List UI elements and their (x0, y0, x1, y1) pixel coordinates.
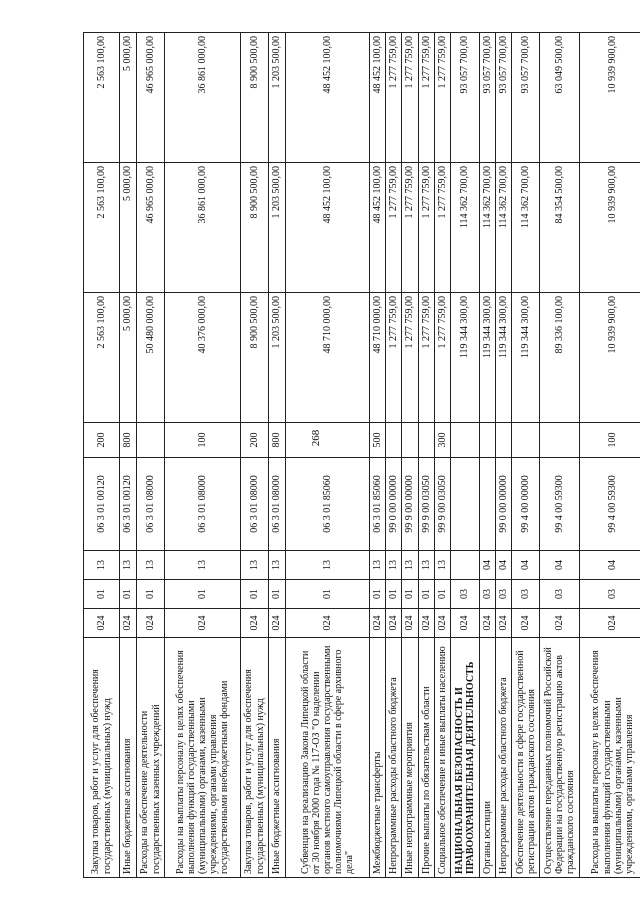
expense-type: 200 (241, 423, 269, 458)
table-row (512, 33, 540, 878)
target-article: 99 9 00 03050 (418, 458, 434, 551)
table-row (370, 33, 386, 878)
amount-year-3: 36 861 000,00 (165, 33, 241, 163)
ministry-code: 024 (241, 609, 269, 638)
amount-year-1: 119 344 300,00 (479, 293, 495, 423)
subsection-code: 13 (269, 551, 286, 580)
row-name: Расходы на выплаты персоналу в целях обеспечения выполнения функций государственными (муниципальными) органами, казенными учреждениями, органами управления государственными внебюджетными фондами (165, 638, 241, 878)
expense-type: 800 (120, 423, 137, 458)
expense-type (496, 423, 512, 458)
subsection-code: 13 (418, 551, 434, 580)
table-row (386, 33, 402, 878)
target-article: 06 3 01 85060 (286, 458, 370, 551)
table-row (580, 33, 640, 878)
table-row (496, 33, 512, 878)
table-row (450, 33, 479, 878)
amount-year-3: 5 000,00 (120, 33, 137, 163)
expense-type: 200 (84, 423, 120, 458)
section-code: 01 (402, 580, 418, 609)
amount-year-1: 1 277 759,00 (402, 293, 418, 423)
subsection-code: 13 (241, 551, 269, 580)
ministry-code: 024 (496, 609, 512, 638)
row-name: Расходы на обеспечение деятельности государственных казенных учреждений (137, 638, 165, 878)
expense-type (512, 423, 540, 458)
amount-year-1: 5 000,00 (120, 293, 137, 423)
target-article: 99 9 00 03050 (434, 458, 450, 551)
subsection-code: 13 (120, 551, 137, 580)
table-row (479, 33, 495, 878)
amount-year-2: 10 939 900,00 (580, 163, 640, 293)
expense-type (402, 423, 418, 458)
amount-year-3: 63 049 500,00 (540, 33, 580, 163)
amount-year-2: 1 277 759,00 (386, 163, 402, 293)
ministry-code: 024 (84, 609, 120, 638)
amount-year-2: 84 354 500,00 (540, 163, 580, 293)
row-name: Непрограммные расходы областного бюджета (386, 638, 402, 878)
expense-type: 800 (269, 423, 286, 458)
target-article: 06 3 01 08000 (269, 458, 286, 551)
row-name: Непрограммные расходы областного бюджета (496, 638, 512, 878)
subsection-code: 13 (402, 551, 418, 580)
ministry-code: 024 (402, 609, 418, 638)
row-name: Закупка товаров, работ и услуг для обеспечения государственных (муниципальных) нужд (84, 638, 120, 878)
ministry-code: 024 (386, 609, 402, 638)
amount-year-1: 48 710 000,00 (370, 293, 386, 423)
expense-type (137, 423, 165, 458)
ministry-code: 024 (512, 609, 540, 638)
rotated-table-container (83, 33, 635, 878)
expense-type (450, 423, 479, 458)
amount-year-2: 1 277 759,00 (402, 163, 418, 293)
section-code: 03 (512, 580, 540, 609)
amount-year-1: 1 277 759,00 (386, 293, 402, 423)
section-code: 01 (137, 580, 165, 609)
amount-year-2: 114 362 700,00 (450, 163, 479, 293)
table-row (137, 33, 165, 878)
section-code: 01 (418, 580, 434, 609)
amount-year-2: 1 203 500,00 (269, 163, 286, 293)
target-article: 99 0 00 00000 (496, 458, 512, 551)
row-name: Субвенция на реализацию Закона Липецкой области от 30 ноября 2000 года № 117-ОЗ "О наделении органов местного самоуправления государственными полномочиями Липецкой области в сфере архивного дела" (286, 638, 370, 878)
amount-year-1: 119 344 300,00 (496, 293, 512, 423)
section-code: 01 (434, 580, 450, 609)
target-article: 99 4 00 59300 (580, 458, 640, 551)
amount-year-1: 1 203 500,00 (269, 293, 286, 423)
section-code: 01 (165, 580, 241, 609)
expense-type (540, 423, 580, 458)
row-name: Осуществление переданных полномочий Российской Федерации на государственную регистрацию актов гражданского состояния (540, 638, 580, 878)
row-name: Органы юстиции (479, 638, 495, 878)
section-code: 01 (84, 580, 120, 609)
amount-year-3: 1 277 759,00 (402, 33, 418, 163)
table-row (84, 33, 120, 878)
amount-year-3: 46 965 000,00 (137, 33, 165, 163)
target-article (479, 458, 495, 551)
target-article: 99 9 00 00000 (402, 458, 418, 551)
amount-year-2: 48 452 100,00 (370, 163, 386, 293)
amount-year-1: 2 563 100,00 (84, 293, 120, 423)
section-code: 03 (450, 580, 479, 609)
amount-year-1: 48 710 000,00 (286, 293, 370, 423)
target-article: 99 4 00 59300 (540, 458, 580, 551)
row-name: Обеспечение деятельности в сфере государственной регистрации актов гражданского состояния (512, 638, 540, 878)
amount-year-2: 2 563 100,00 (84, 163, 120, 293)
row-name: Иные непрограммные мероприятия (402, 638, 418, 878)
amount-year-2: 1 277 759,00 (418, 163, 434, 293)
amount-year-1: 8 900 500,00 (241, 293, 269, 423)
table-row (434, 33, 450, 878)
row-name: НАЦИОНАЛЬНАЯ БЕЗОПАСНОСТЬ И ПРАВООХРАНИТЕЛЬНАЯ ДЕЯТЕЛЬНОСТЬ (450, 638, 479, 878)
expense-type (286, 423, 370, 458)
subsection-code: 13 (286, 551, 370, 580)
row-name: Межбюджетные трансферты (370, 638, 386, 878)
expense-type (418, 423, 434, 458)
subsection-code: 04 (540, 551, 580, 580)
section-code: 01 (269, 580, 286, 609)
table-row (286, 33, 370, 878)
amount-year-3: 93 057 700,00 (450, 33, 479, 163)
row-name: Иные бюджетные ассигнования (120, 638, 137, 878)
amount-year-3: 1 277 759,00 (386, 33, 402, 163)
table-row (418, 33, 434, 878)
expense-type (386, 423, 402, 458)
ministry-code: 024 (120, 609, 137, 638)
amount-year-2: 46 965 000,00 (137, 163, 165, 293)
amount-year-3: 93 057 700,00 (496, 33, 512, 163)
amount-year-2: 114 362 700,00 (512, 163, 540, 293)
amount-year-2: 8 900 500,00 (241, 163, 269, 293)
amount-year-2: 114 362 700,00 (479, 163, 495, 293)
subsection-code: 04 (496, 551, 512, 580)
target-article: 99 4 00 00000 (512, 458, 540, 551)
table-row (402, 33, 418, 878)
amount-year-1: 119 344 300,00 (450, 293, 479, 423)
expense-type: 500 (370, 423, 386, 458)
ministry-code: 024 (137, 609, 165, 638)
budget-table (83, 32, 640, 878)
section-code: 01 (370, 580, 386, 609)
amount-year-3: 1 203 500,00 (269, 33, 286, 163)
section-code: 01 (120, 580, 137, 609)
expense-type (479, 423, 495, 458)
ministry-code: 024 (479, 609, 495, 638)
amount-year-3: 10 939 900,00 (580, 33, 640, 163)
ministry-code: 024 (434, 609, 450, 638)
subsection-code: 04 (580, 551, 640, 580)
section-code: 03 (580, 580, 640, 609)
amount-year-3: 8 900 500,00 (241, 33, 269, 163)
amount-year-3: 2 563 100,00 (84, 33, 120, 163)
section-code: 03 (479, 580, 495, 609)
table-row (120, 33, 137, 878)
amount-year-3: 48 452 100,00 (370, 33, 386, 163)
target-article (450, 458, 479, 551)
row-name: Закупка товаров, работ и услуг для обеспечения государственных (муниципальных) нужд (241, 638, 269, 878)
row-name: Иные бюджетные ассигнования (269, 638, 286, 878)
amount-year-2: 114 362 700,00 (496, 163, 512, 293)
section-code: 01 (286, 580, 370, 609)
subsection-code: 13 (434, 551, 450, 580)
section-code: 03 (496, 580, 512, 609)
subsection-code: 13 (386, 551, 402, 580)
subsection-code (450, 551, 479, 580)
amount-year-3: 1 277 759,00 (434, 33, 450, 163)
subsection-code: 04 (479, 551, 495, 580)
row-name: Расходы на выплаты персоналу в целях обеспечения выполнения функций государственными (муниципальными) органами, казенными учреждениями, органами управления (580, 638, 640, 878)
target-article: 06 3 01 08000 (137, 458, 165, 551)
expense-type: 100 (165, 423, 241, 458)
subsection-code: 13 (137, 551, 165, 580)
expense-type: 300 (434, 423, 450, 458)
subsection-code: 04 (512, 551, 540, 580)
target-article: 06 3 01 08000 (241, 458, 269, 551)
ministry-code: 024 (450, 609, 479, 638)
subsection-code: 13 (370, 551, 386, 580)
amount-year-2: 48 452 100,00 (286, 163, 370, 293)
ministry-code: 024 (165, 609, 241, 638)
amount-year-1: 1 277 759,00 (434, 293, 450, 423)
target-article: 06 3 01 00120 (120, 458, 137, 551)
ministry-code: 024 (269, 609, 286, 638)
amount-year-1: 40 376 000,00 (165, 293, 241, 423)
amount-year-2: 36 861 000,00 (165, 163, 241, 293)
table-row (540, 33, 580, 878)
amount-year-1: 119 344 300,00 (512, 293, 540, 423)
table-body (84, 33, 640, 878)
amount-year-3: 48 452 100,00 (286, 33, 370, 163)
expense-type: 100 (580, 423, 640, 458)
target-article: 99 0 00 00000 (386, 458, 402, 551)
subsection-code: 13 (84, 551, 120, 580)
amount-year-1: 50 480 000,00 (137, 293, 165, 423)
row-name: Социальное обеспечение и иные выплаты населению (434, 638, 450, 878)
row-name: Прочие выплаты по обязательствам области (418, 638, 434, 878)
section-code: 01 (241, 580, 269, 609)
table-row (269, 33, 286, 878)
ministry-code: 024 (580, 609, 640, 638)
target-article: 06 3 01 00120 (84, 458, 120, 551)
page-number: 268 (310, 429, 322, 447)
ministry-code: 024 (286, 609, 370, 638)
table-row (165, 33, 241, 878)
ministry-code: 024 (418, 609, 434, 638)
amount-year-1: 10 939 900,00 (580, 293, 640, 423)
section-code: 01 (386, 580, 402, 609)
target-article: 06 3 01 85060 (370, 458, 386, 551)
ministry-code: 024 (540, 609, 580, 638)
amount-year-1: 89 336 100,00 (540, 293, 580, 423)
target-article: 06 3 01 08000 (165, 458, 241, 551)
amount-year-2: 5 000,00 (120, 163, 137, 293)
subsection-code: 13 (165, 551, 241, 580)
amount-year-3: 93 057 700,00 (512, 33, 540, 163)
section-code: 03 (540, 580, 580, 609)
amount-year-1: 1 277 759,00 (418, 293, 434, 423)
table-row (241, 33, 269, 878)
amount-year-3: 93 057 700,00 (479, 33, 495, 163)
amount-year-2: 1 277 759,00 (434, 163, 450, 293)
ministry-code: 024 (370, 609, 386, 638)
amount-year-3: 1 277 759,00 (418, 33, 434, 163)
